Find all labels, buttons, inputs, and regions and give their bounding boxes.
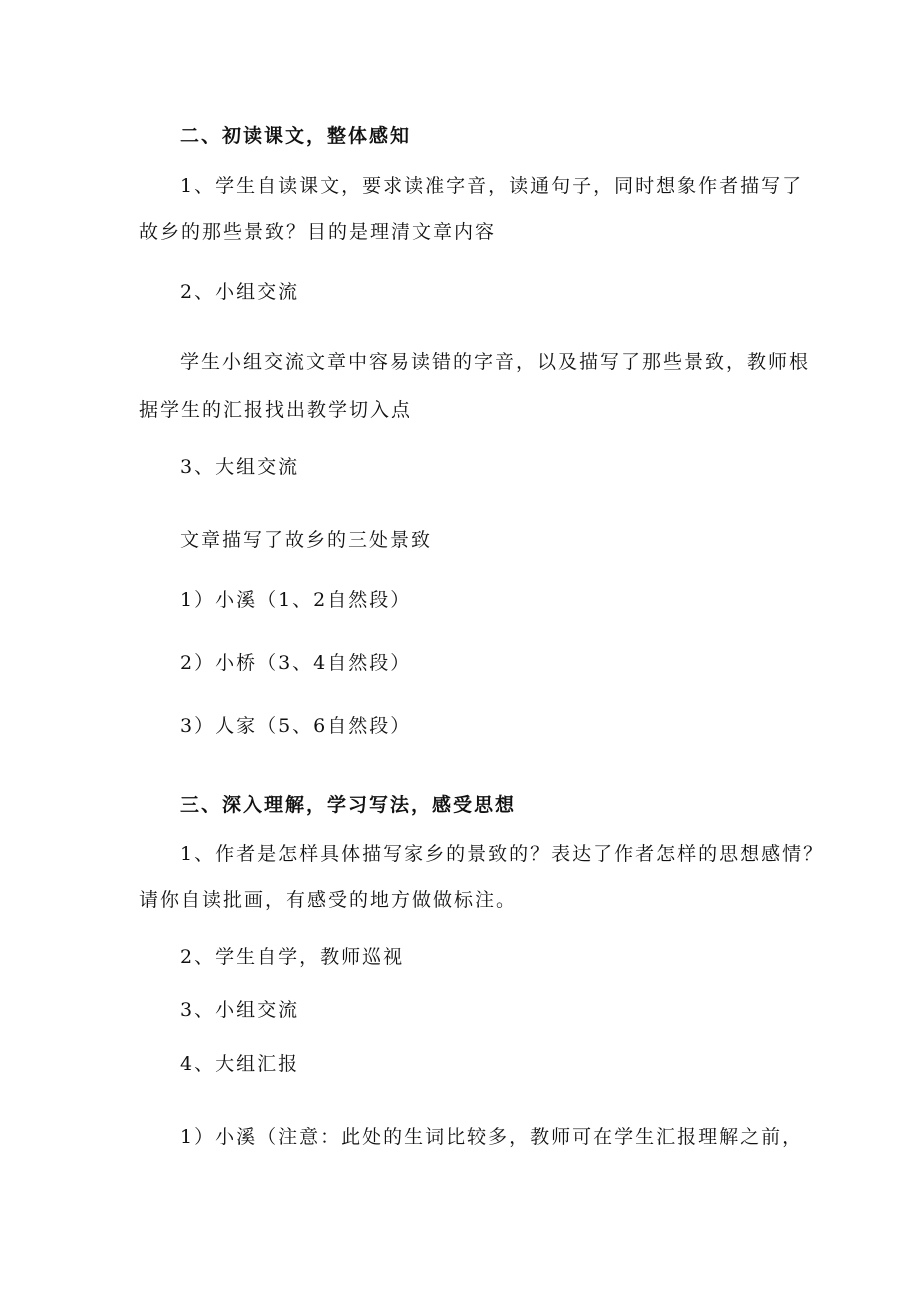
paragraph-line: 文章描写了故乡的三处景致	[180, 529, 433, 551]
section-heading-3: 三、深入理解，学习写法，感受思想	[180, 794, 517, 816]
list-item: 4、大组汇报	[180, 1053, 300, 1075]
list-item: 2、小组交流	[180, 281, 300, 303]
list-item: 3）人家（5、6自然段）	[180, 715, 412, 737]
section-heading-2: 二、初读课文，整体感知	[180, 125, 412, 147]
list-item: 2）小桥（3、4自然段）	[180, 652, 412, 674]
list-item: 2、学生自学，教师巡视	[180, 946, 405, 968]
list-item: 1）小溪（1、2自然段）	[180, 589, 412, 611]
paragraph-line: 1）小溪（注意：此处的生词比较多，教师可在学生汇报理解之前，	[180, 1126, 804, 1148]
paragraph-line: 学生小组交流文章中容易读错的字音，以及描写了那些景致，教师根	[180, 351, 811, 373]
list-item: 3、大组交流	[180, 456, 300, 478]
list-item: 3、小组交流	[180, 999, 300, 1021]
paragraph-line: 1、作者是怎样具体描写家乡的景致的？表达了作者怎样的思想感情？	[180, 843, 825, 865]
paragraph-line: 据学生的汇报找出教学切入点	[139, 399, 413, 421]
paragraph-line: 请你自读批画，有感受的地方做做标注。	[139, 889, 518, 911]
paragraph-line: 故乡的那些景致？目的是理清文章内容	[139, 221, 497, 243]
paragraph-line: 1、学生自读课文，要求读准字音，读通句子，同时想象作者描写了	[180, 175, 804, 197]
